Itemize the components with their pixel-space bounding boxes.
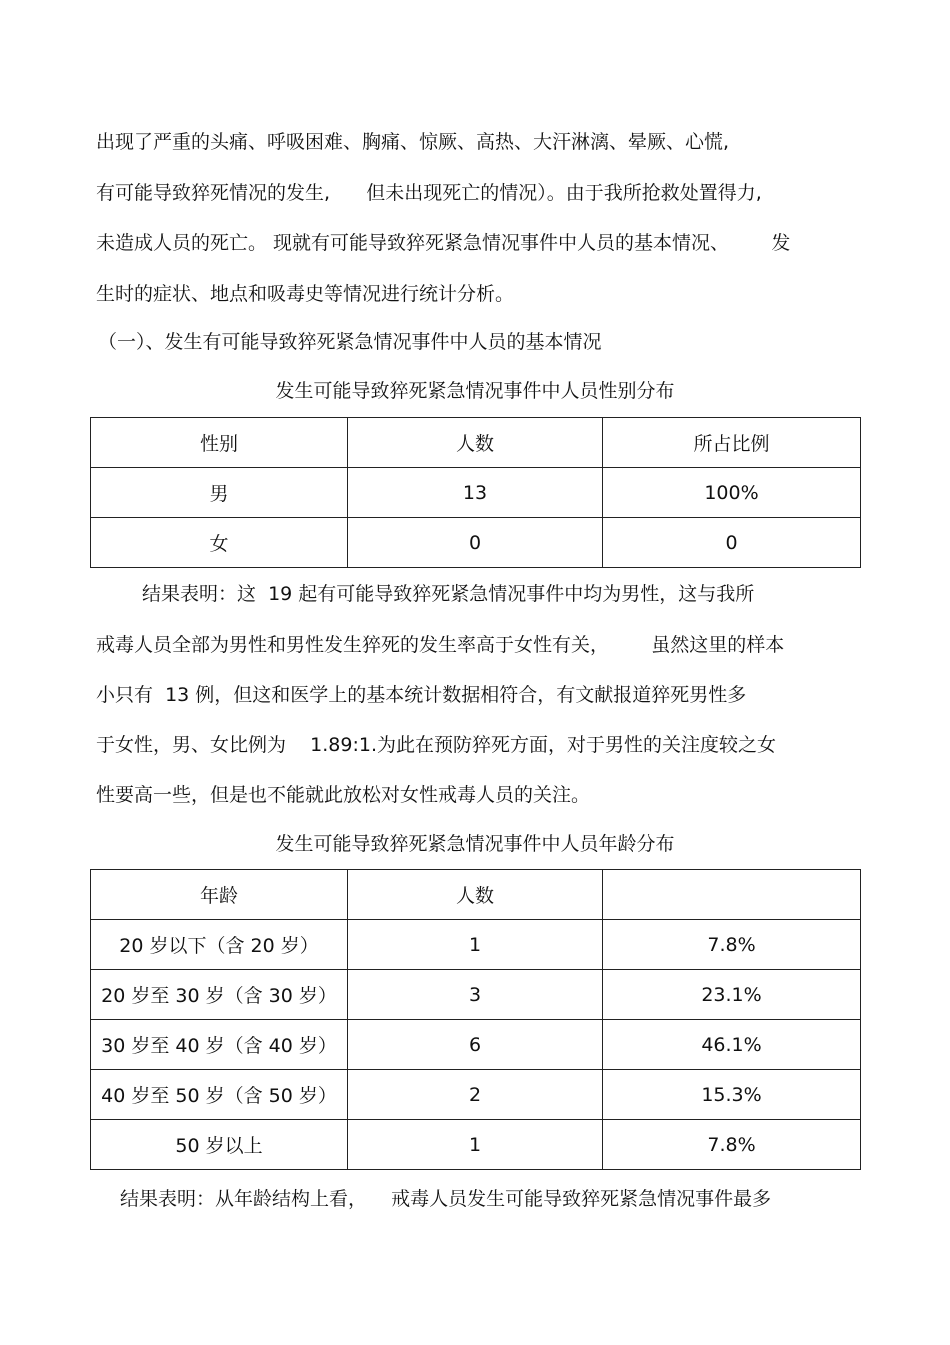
table-row [91, 920, 861, 970]
table-cell: 3 [348, 970, 603, 1020]
table-cell: 20 岁至 30 岁（含 30 岁） [91, 970, 348, 1020]
table-cell: 15.3% [603, 1070, 861, 1120]
section-heading: （一）、发生有可能导致猝死紧急情况事件中人员的基本情况 [98, 331, 602, 353]
table-cell: 46.1% [603, 1020, 861, 1070]
gender-table-caption: 发生可能导致猝死紧急情况事件中人员性别分布 [275, 380, 675, 402]
table-cell: 23.1% [603, 970, 861, 1020]
header-cell: 人数 [348, 870, 603, 920]
table-cell: 50 岁以上 [91, 1120, 348, 1170]
gender-table [90, 417, 861, 568]
table-row [91, 518, 861, 568]
gender-result-line-5: 性要高一些，但是也不能就此放松对女性戒毒人员的关注。 [96, 784, 591, 806]
table-cell: 0 [348, 518, 603, 568]
table-row [91, 1070, 861, 1120]
table-cell: 40 岁至 50 岁（含 50 岁） [91, 1070, 348, 1120]
header-cell: 所占比例 [603, 418, 861, 468]
table-cell: 7.8% [603, 1120, 861, 1170]
table-row [91, 468, 861, 518]
table-cell: 2 [348, 1070, 603, 1120]
age-result-line-1: 结果表明：从年龄结构上看， 戒毒人员发生可能导致猝死紧急情况事件最多 [120, 1188, 772, 1210]
table-cell: 1 [348, 920, 603, 970]
table-cell: 0 [603, 518, 861, 568]
gender-result-line-2: 戒毒人员全部为男性和男性发生猝死的发生率高于女性有关， 虽然这里的样本 [96, 634, 785, 656]
header-cell: 年龄 [91, 870, 348, 920]
age-table [90, 869, 861, 1170]
gender-result-line-4: 于女性，男、女比例为 1.89:1.为此在预防猝死方面，对于男性的关注度较之女 [96, 734, 776, 756]
intro-line-1: 出现了严重的头痛、呼吸困难、胸痛、惊厥、高热、大汗淋漓、晕厥、心慌, [96, 131, 730, 153]
table-row [91, 1120, 861, 1170]
table-cell: 30 岁至 40 岁（含 40 岁） [91, 1020, 348, 1070]
table-cell: 1 [348, 1120, 603, 1170]
intro-line-2: 有可能导致猝死情况的发生, 但未出现死亡的情况）。由于我所抢救处置得力, [96, 182, 762, 204]
table-header-row [91, 870, 861, 920]
table-row [91, 970, 861, 1020]
table-cell: 女 [91, 518, 348, 568]
intro-line-4: 生时的症状、地点和吸毒史等情况进行统计分析。 [96, 283, 515, 305]
header-cell [603, 870, 861, 920]
table-cell: 7.8% [603, 920, 861, 970]
gender-result-line-3: 小只有 13 例，但这和医学上的基本统计数据相符合，有文献报道猝死男性多 [96, 684, 747, 706]
table-cell: 20 岁以下（含 20 岁） [91, 920, 348, 970]
table-cell: 13 [348, 468, 603, 518]
gender-result-line-1: 结果表明：这 19 起有可能导致猝死紧急情况事件中均为男性，这与我所 [142, 583, 755, 605]
table-cell: 男 [91, 468, 348, 518]
table-row [91, 1020, 861, 1070]
intro-line-3: 未造成人员的死亡。 现就有可能导致猝死紧急情况事件中人员的基本情况、 发 [96, 232, 791, 254]
table-header-row [91, 418, 861, 468]
header-cell: 性别 [91, 418, 348, 468]
table-cell: 100% [603, 468, 861, 518]
header-cell: 人数 [348, 418, 603, 468]
table-cell: 6 [348, 1020, 603, 1070]
age-table-caption: 发生可能导致猝死紧急情况事件中人员年龄分布 [275, 833, 675, 855]
